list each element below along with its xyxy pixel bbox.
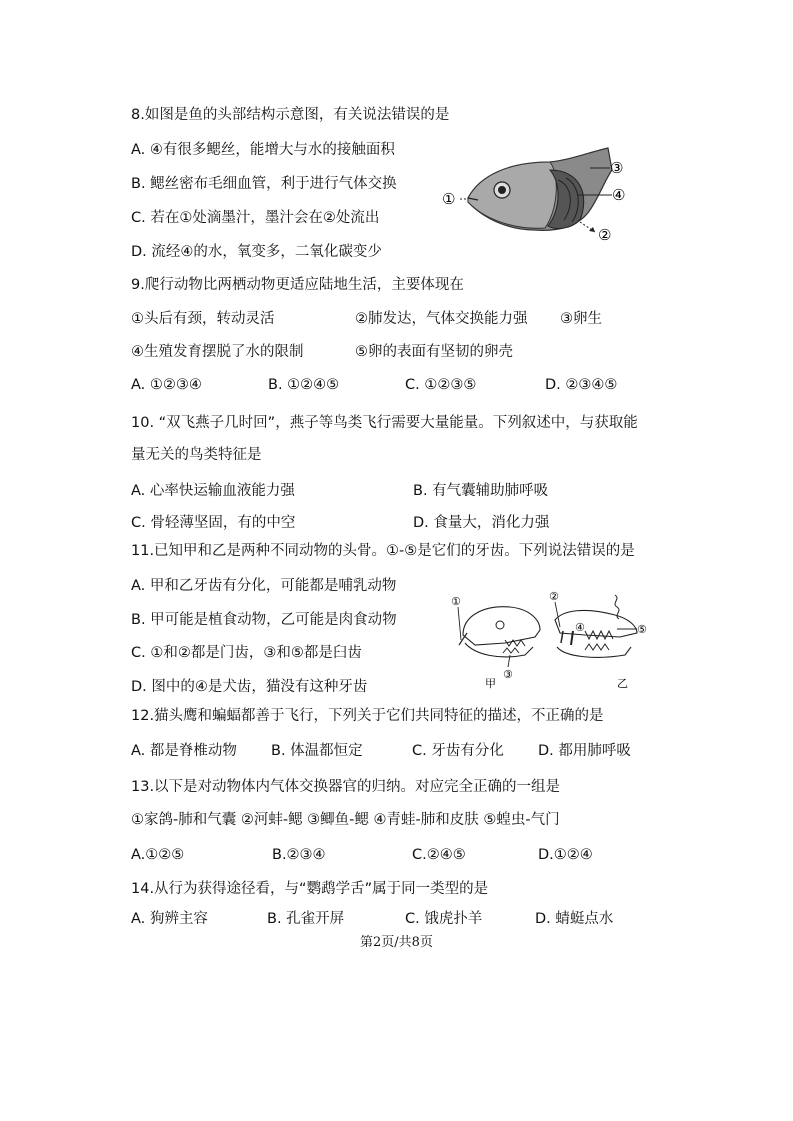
skull-label-1: ① xyxy=(451,595,461,608)
q12-option-a: A. 都是脊椎动物 xyxy=(131,743,237,759)
skull-label-yi: 乙 xyxy=(617,677,628,690)
skulls-figure xyxy=(445,585,660,690)
q13-stem: 13.以下是对动物体内气体交换器官的归纳。对应完全正确的一组是 xyxy=(131,779,561,795)
q10-option-c: C. 骨轻薄坚固，有的中空 xyxy=(131,515,296,531)
q8-option-c: C. 若在①处滴墨汁，墨汁会在②处流出 xyxy=(131,210,380,226)
fish-label-3: ③ xyxy=(610,159,624,177)
q11-option-b: B. 甲可能是植食动物，乙可能是肉食动物 xyxy=(131,612,397,628)
q13-items: ①家鸽-肺和气囊 ②河蚌-鳃 ③鲫鱼-鳃 ④青蛙-肺和皮肤 ⑤蝗虫-气门 xyxy=(131,812,560,828)
q8-option-b: B. 鳃丝密布毛细血管，利于进行气体交换 xyxy=(131,176,397,192)
skull-label-2: ② xyxy=(549,590,559,603)
q9-option-a: A. ①②③④ xyxy=(131,377,202,393)
q8-option-d: D. 流经④的水，氧变多，二氧化碳变少 xyxy=(131,244,382,260)
q9-option-c: C. ①②③⑤ xyxy=(405,377,477,393)
q8-option-a: A. ④有很多鳃丝，能增大与水的接触面积 xyxy=(131,142,395,158)
q9-item-2: ②肺发达，气体交换能力强 xyxy=(355,311,528,327)
fish-label-1: ① xyxy=(442,190,456,208)
q11-stem: 11.已知甲和乙是两种不同动物的头骨。①-⑤是它们的牙齿。下列说法错误的是 xyxy=(131,543,635,559)
q9-option-b: B. ①②④⑤ xyxy=(268,377,340,393)
q14-option-b: B. 孔雀开屏 xyxy=(267,911,345,927)
q14-option-d: D. 蜻蜓点水 xyxy=(535,911,614,927)
skull-label-3: ③ xyxy=(503,668,513,681)
fish-head-figure xyxy=(440,140,640,250)
q12-option-d: D. 都用肺呼吸 xyxy=(538,743,631,759)
q9-stem: 9.爬行动物比两栖动物更适应陆地生活，主要体现在 xyxy=(131,277,464,293)
q13-option-b: B.②③④ xyxy=(272,847,326,863)
q11-option-d: D. 图中的④是犬齿，猫没有这种牙齿 xyxy=(131,679,368,695)
q9-item-1: ①头后有颈，转动灵活 xyxy=(131,311,275,327)
q9-option-d: D. ②③④⑤ xyxy=(545,377,618,393)
q10-stem-line2: 量无关的鸟类特征是 xyxy=(131,447,262,463)
skull-label-4: ④ xyxy=(575,621,585,634)
q11-option-c: C. ①和②都是门齿，③和⑤都是臼齿 xyxy=(131,645,362,661)
q13-option-c: C.②④⑤ xyxy=(412,847,466,863)
skull-label-5: ⑤ xyxy=(637,623,647,636)
q9-item-4: ④生殖发育摆脱了水的限制 xyxy=(131,344,304,360)
q9-item-3: ③卵生 xyxy=(560,311,602,327)
q10-option-b: B. 有气囊辅助肺呼吸 xyxy=(413,483,549,499)
q14-option-c: C. 饿虎扑羊 xyxy=(405,911,483,927)
q14-stem: 14.从行为获得途径看，与“鹦鹉学舌”属于同一类型的是 xyxy=(131,881,489,897)
fish-label-4: ④ xyxy=(612,186,626,204)
q13-option-d: D.①②④ xyxy=(538,847,593,863)
skull-label-jia: 甲 xyxy=(485,677,496,690)
fish-label-2: ② xyxy=(598,226,612,244)
q8-stem: 8.如图是鱼的头部结构示意图，有关说法错误的是 xyxy=(131,107,450,123)
q11-option-a: A. 甲和乙牙齿有分化，可能都是哺乳动物 xyxy=(131,578,397,594)
q13-option-a: A.①②⑤ xyxy=(131,847,185,863)
q10-option-a: A. 心率快运输血液能力强 xyxy=(131,483,295,499)
q10-option-d: D. 食量大，消化力强 xyxy=(413,515,550,531)
q9-item-5: ⑤卵的表面有坚韧的卵壳 xyxy=(355,344,513,360)
q10-stem-line1: 10. “双飞燕子几时回”，燕子等鸟类飞行需要大量能量。下列叙述中，与获取能 xyxy=(131,415,638,431)
q12-stem: 12.猫头鹰和蝙蝠都善于飞行，下列关于它们共同特征的描述，不正确的是 xyxy=(131,708,604,724)
page-footer: 第2页/共8页 xyxy=(360,935,433,950)
q12-option-b: B. 体温都恒定 xyxy=(271,743,363,759)
q14-option-a: A. 狗辨主容 xyxy=(131,911,208,927)
q12-option-c: C. 牙齿有分化 xyxy=(412,743,504,759)
